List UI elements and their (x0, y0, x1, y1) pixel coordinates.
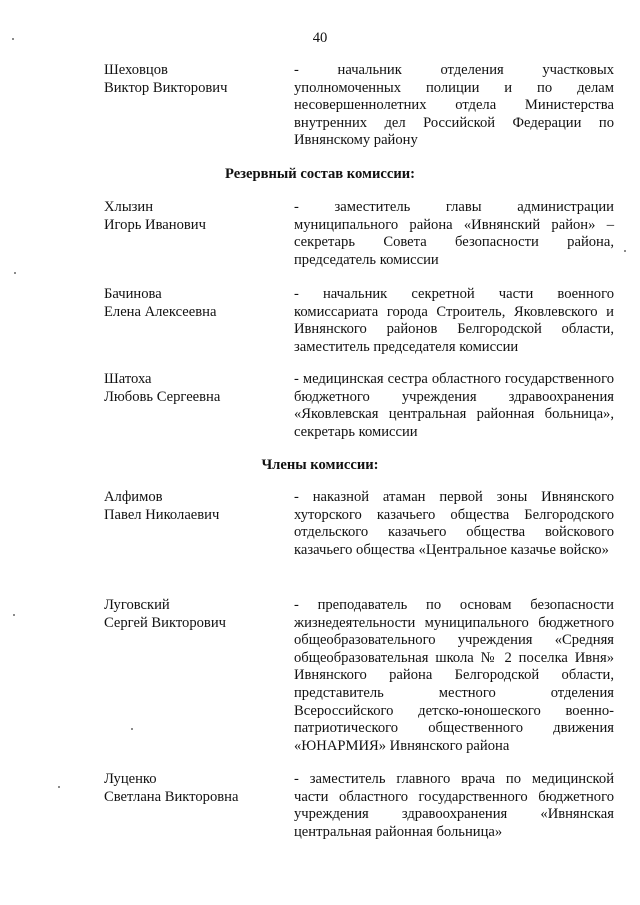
member-position: - медицинская сестра областного государственного бюджетного учреждения здравоохранения «Яковлевская центральная районная больница», секретарь комиссии (294, 371, 614, 440)
member-surname: Шатоха (104, 371, 152, 387)
member-surname: Шеховцов (104, 62, 168, 78)
reserve-heading: Резервный состав комиссии: (224, 166, 416, 182)
member-position: - начальник секретной части военного комиссариата города Строитель, Яковлевского и Ивнянского районов Белгородской области, заместитель председателя комиссии (294, 286, 614, 355)
member-name (104, 286, 284, 321)
member-surname: Хлызин (104, 199, 154, 215)
member-name (104, 371, 284, 406)
scan-speck (131, 728, 133, 730)
scan-speck (624, 250, 626, 252)
member-position: - заместитель главного врача по медицинской части областного государственного бюджетного учреждения здравоохранения «Ивнянская центральная районная больница» (294, 771, 614, 840)
member-given-name: Елена Алексеевна (104, 303, 217, 320)
scan-speck (14, 272, 16, 274)
member-surname: Бачинова (104, 286, 162, 302)
member-given-name: Виктор Викторович (104, 79, 228, 96)
member-name (104, 199, 284, 234)
member-position: - заместитель главы администрации муниципального района «Ивнянский район» – секретарь Совета безопасности района, председатель комиссии (294, 199, 614, 268)
page-number: 40 (312, 30, 328, 46)
scan-speck (13, 614, 15, 616)
member-surname: Алфимов (104, 489, 163, 505)
member-given-name: Павел Николаевич (104, 506, 220, 523)
member-name (104, 62, 284, 97)
member-name (104, 771, 284, 806)
member-given-name: Любовь Сергеевна (104, 388, 221, 405)
member-position: - наказной атаман первой зоны Ивнянского хуторского казачьего общества Белгородского отдельского казачьего общества войскового казачьего общества «Центральное казачье войско» (294, 489, 614, 558)
member-name (104, 489, 284, 524)
member-surname: Луценко (104, 771, 157, 787)
member-given-name: Светлана Викторовна (104, 788, 239, 805)
member-position: - начальник отделения участковых уполномоченных полиции и по делам несовершеннолетних отдела Министерства внутренних дел Российской Федерации по Ивнянскому району (294, 62, 614, 149)
scan-speck (12, 38, 14, 40)
member-name (104, 597, 284, 632)
scan-speck (58, 786, 60, 788)
member-given-name: Игорь Иванович (104, 216, 206, 233)
member-position: - преподаватель по основам безопасности жизнедеятельности муниципального бюджетного общеобразовательного учреждения «Средняя общеобразовательная школа № 2 поселка Ивня» Ивнянского района Белгородской области, представитель местного отделения Всероссийского детско-юношеского военно-патриотического общественного движения «ЮНАРМИЯ» Ивнянского района (294, 597, 614, 754)
member-given-name: Сергей Викторович (104, 614, 226, 631)
member-surname: Луговский (104, 597, 170, 613)
members-heading: Члены комиссии: (261, 457, 379, 473)
